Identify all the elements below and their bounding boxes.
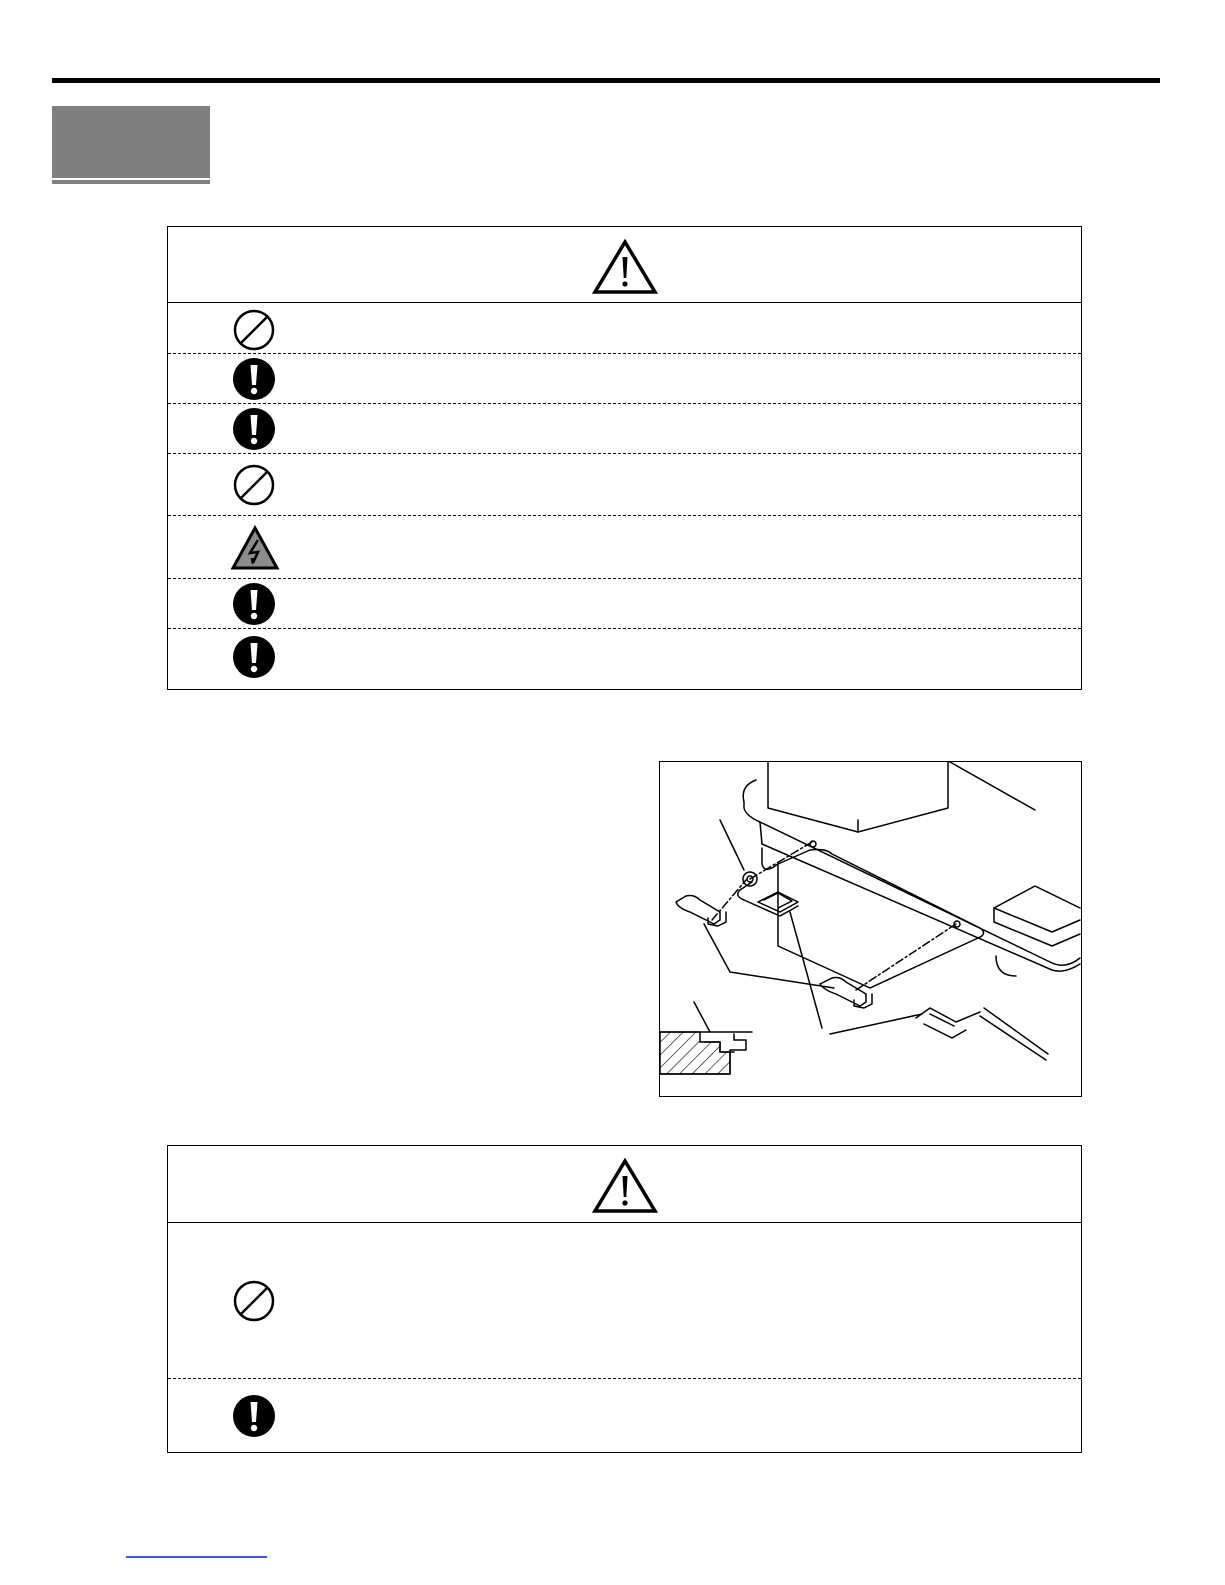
mandatory-action-icon: [232, 407, 276, 451]
top-rule: [52, 78, 1160, 83]
prohibition-icon: [232, 463, 276, 507]
electric-shock-hazard-icon: [230, 525, 280, 571]
warning-triangle-icon: [592, 239, 658, 295]
warning-row: [168, 515, 1081, 578]
warning-row: [168, 1223, 1081, 1378]
bracket-installation-diagram: [660, 762, 1081, 1096]
mandatory-action-icon: [232, 1394, 276, 1438]
warning-box-1-header: [168, 227, 1081, 303]
prohibition-icon: [232, 308, 276, 352]
warning-box-2: [167, 1145, 1082, 1453]
prohibition-icon: [232, 1279, 276, 1323]
warning-row: [168, 1378, 1081, 1451]
mandatory-action-icon: [232, 357, 276, 401]
section-tab: [52, 106, 210, 178]
warning-box-1: [167, 226, 1082, 690]
warning-box-2-header: [168, 1146, 1081, 1223]
warning-row: [168, 303, 1081, 353]
warning-row: [168, 403, 1081, 453]
warning-row: [168, 578, 1081, 628]
footer-link-underline[interactable]: [126, 1556, 267, 1558]
mandatory-action-icon: [232, 635, 276, 679]
bracket-installation-figure: [659, 761, 1082, 1097]
mandatory-action-icon: [232, 582, 276, 626]
warning-triangle-icon: [592, 1158, 658, 1214]
warning-row: [168, 353, 1081, 403]
warning-row: [168, 453, 1081, 515]
warning-row: [168, 628, 1081, 686]
section-tab-underline: [52, 180, 210, 184]
